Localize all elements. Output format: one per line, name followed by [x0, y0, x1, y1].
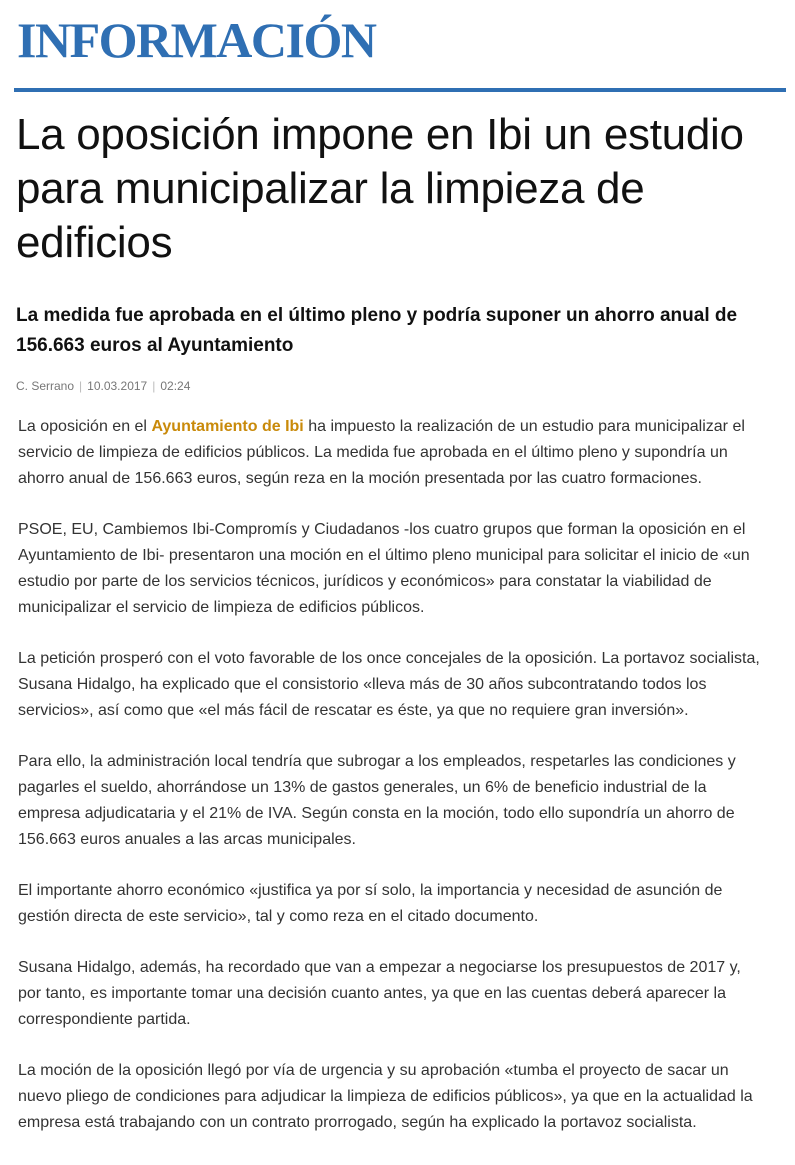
paragraph-text: La oposición en el — [18, 418, 152, 435]
paragraph: PSOE, EU, Cambiemos Ibi-Compromís y Ciudadanos -los cuatro grupos que forman la oposición en el Ayuntamiento de Ibi- presentaron una moción en el último pleno municipal para solicitar el inicio de «un estudio por parte de los servicios técnicos, jurídicos y económicos» para constatar la viabilidad de municipalizar el servicio de limpieza de edificios públicos. — [18, 521, 750, 616]
article-headline: La oposición impone en Ibi un estudio para municipalizar la limpieza de edificios — [16, 110, 744, 267]
paragraph: La moción de la oposición llegó por vía de urgencia y su aprobación «tumba el proyecto de sacar un nuevo pliego de condiciones para adjudicar la limpieza de edificios públicos», ya que en la actualidad la empresa está trabajando con un contrato prorrogado, según ha explicado la portavoz socialista. — [18, 1062, 753, 1131]
site-logo[interactable]: INFORMACIÓN — [17, 12, 376, 68]
publish-time: 02:24 — [160, 379, 191, 393]
paragraph: La petición prosperó con el voto favorable de los once concejales de la oposición. La portavoz socialista, Susana Hidalgo, ha explicado que el consistorio «lleva más de 30 años subcontratando todos los servicios», así como que «el más fácil de rescatar es éste, ya que no requiere gran inversión». — [18, 650, 760, 719]
header-divider — [14, 88, 786, 92]
paragraph — [18, 414, 768, 492]
ayuntamiento-link[interactable]: Ayuntamiento de Ibi — [151, 418, 304, 435]
paragraph: Susana Hidalgo, además, ha recordado que van a empezar a negociarse los presupuestos de 2017 y, por tanto, es importante tomar una decisión cuanto antes, ya que en las cuentas deberá aparecer la correspondiente partida. — [18, 959, 741, 1028]
byline-separator: | — [152, 379, 156, 393]
byline-separator: | — [79, 379, 83, 393]
article-subtitle: La medida fue aprobada en el último pleno y podría suponer un ahorro anual de 156.663 euros al Ayuntamiento — [16, 305, 738, 356]
article-body — [18, 414, 768, 1161]
paragraph-text: ha impuesto la realización de un estudio para municipalizar el servicio de limpieza de edificios públicos. La medida fue aprobada en el último pleno y supondría un ahorro anual de 156.663 euros, según reza en la moción presentada por las cuatro formaciones. — [18, 418, 745, 487]
paragraph: Para ello, la administración local tendría que subrogar a los empleados, respetarles las condiciones y pagarles el sueldo, ahorrándose un 13% de gastos generales, un 6% de beneficio industrial de la empresa adjudicataria y el 21% de IVA. Según consta en la moción, todo ello supondría un ahorro de 156.663 euros anuales a las arcas municipales. — [18, 753, 736, 848]
masthead — [17, 12, 375, 68]
paragraph: El importante ahorro económico «justifica ya por sí solo, la importancia y necesidad de asunción de gestión directa de este servicio», tal y como reza en el citado documento. — [18, 882, 723, 925]
author-name[interactable]: C. Serrano — [16, 379, 75, 393]
byline — [16, 379, 190, 393]
publish-date: 10.03.2017 — [87, 379, 148, 393]
